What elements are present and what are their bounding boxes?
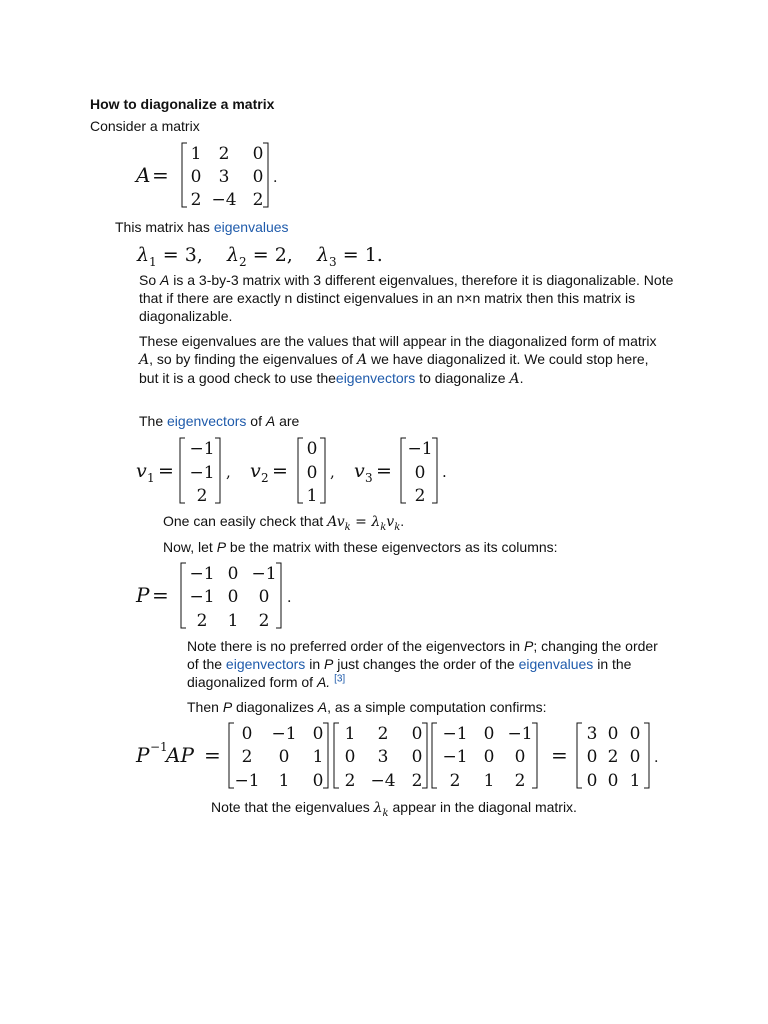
matrix-cell: 0 [227, 564, 239, 584]
matrix-cell: 0 [629, 724, 641, 744]
matrix-cell: 2 [241, 747, 253, 767]
vector-entry: −1 [407, 439, 433, 459]
matrix-cell: 1 [629, 771, 641, 791]
equals-sign: = [204, 743, 221, 767]
vector-entry: 1 [306, 486, 318, 506]
then-p-statement: Then P diagonalizes A, as a simple computation confirms: [187, 699, 547, 715]
eigenvectors-link[interactable]: eigenvectors [167, 413, 247, 429]
vector-subscript: 3 [365, 471, 373, 485]
matrix-cell: 2 [190, 190, 202, 210]
paragraph-diagonalizable: So A is a 3-by-3 matrix with 3 different eigenvalues, therefore it is diagonalizable. Note that if there are exactly n distinct eigenvalues in an n×n matrix then this matrix is diagonalizable. [139, 272, 674, 324]
equals-sign: = [376, 460, 392, 482]
paragraph-eigenvalues-form: These eigenvalues are the values that will appear in the diagonalized form of matrix A, so by finding the eigenvalues of A we have diagonalized it. We could stop here, but it is a good check to use theeigenvectors to diagonalize A. [139, 333, 657, 387]
matrix-cell: 2 [377, 724, 389, 744]
eigenvectors-intro: The eigenvectors of A are [139, 413, 300, 429]
matrix-cell: −1 [442, 724, 468, 744]
matrix-a-name: A [136, 163, 151, 187]
vector-entry: 2 [414, 486, 426, 506]
matrix-cell: 0 [514, 747, 526, 767]
matrix-cell: 2 [607, 747, 619, 767]
vector-entry: 2 [196, 486, 208, 506]
left-bracket [298, 438, 303, 503]
matrix-cell: 3 [218, 167, 230, 187]
eigenvalues-link[interactable]: eigenvalues [213, 219, 289, 235]
matrix-cell: 1 [227, 611, 239, 631]
matrix-cell: 1 [278, 771, 290, 791]
vector-entry: 0 [306, 439, 318, 459]
matrix-cell: 2 [449, 771, 461, 791]
matrix-cell: 2 [252, 190, 264, 210]
matrix-cell: −4 [370, 771, 396, 791]
eigenvalue-intro: This matrix has eigenvalues [115, 219, 289, 235]
matrix-cell: 2 [344, 771, 356, 791]
matrix-cell: 2 [218, 144, 230, 164]
matrix-cell: 0 [607, 771, 619, 791]
left-bracket [229, 723, 234, 788]
matrix-cell: 0 [241, 724, 253, 744]
right-bracket [422, 723, 427, 788]
equals-sign: = [158, 460, 174, 482]
matrix-cell: 3 [377, 747, 389, 767]
vector-entry: −1 [189, 463, 215, 483]
matrix-a-equation [130, 140, 290, 210]
equals-sign: = [272, 460, 288, 482]
left-bracket [432, 723, 437, 788]
matrix-cell: 0 [252, 167, 264, 187]
matrix-cell: −1 [189, 587, 215, 607]
final-note: Note that the eigenvalues $\lambda_k$ appear in the diagonal matrix. [211, 799, 577, 819]
vector-trailing: , [226, 463, 231, 481]
left-bracket [180, 438, 185, 503]
matrix-cell: 0 [190, 167, 202, 187]
matrix-cell: 0 [252, 144, 264, 164]
matrix-p-equation [130, 560, 310, 632]
matrix-cell: −1 [442, 747, 468, 767]
check-statement: One can easily check that $Av_k = \lambda_kv_k$. [163, 513, 405, 533]
matrix-cell: 2 [196, 611, 208, 631]
matrix-cell: 0 [312, 771, 324, 791]
equals-sign: = [152, 583, 169, 607]
eigenvalues-link[interactable]: eigenvalues [518, 656, 594, 672]
equals-sign: = [152, 163, 169, 187]
vector-name: v [136, 460, 147, 482]
vector-entry: 0 [414, 463, 426, 483]
matrix-cell: 2 [411, 771, 423, 791]
intro-text: Consider a matrix [90, 118, 200, 134]
matrix-cell: −1 [234, 771, 260, 791]
matrix-p-cells [189, 564, 276, 631]
matrix-cell: −1 [271, 724, 297, 744]
equals-sign: = [551, 743, 568, 767]
vector-name: v [354, 460, 365, 482]
matrix-cell: 0 [483, 747, 495, 767]
lhs-exponent: −1 [150, 740, 168, 754]
note-preferred-order: Note there is no preferred order of the eigenvectors in P; changing the order of the eigenvectors in P just changes the order of the eigenvalues in the diagonalized form of A. [3] [187, 638, 658, 690]
vector-trailing: . [442, 463, 447, 481]
vector-subscript: 2 [261, 471, 269, 485]
vector-name: v [250, 460, 261, 482]
matrix-cell: 0 [258, 587, 270, 607]
matrix-cell: 3 [586, 724, 598, 744]
vector-subscript: 1 [147, 471, 155, 485]
right-bracket [215, 438, 220, 503]
matrix-a-cells [191, 144, 264, 210]
matrix-cell: −1 [189, 564, 215, 584]
eigenvectors-link[interactable]: eigenvectors [335, 370, 416, 386]
vector-entry: −1 [189, 439, 215, 459]
left-bracket [334, 723, 339, 788]
matrix-cell: 2 [258, 611, 270, 631]
matrix-cell: 2 [514, 771, 526, 791]
matrix-cell: 0 [227, 587, 239, 607]
lhs-p: P [136, 743, 150, 767]
reference-link[interactable]: [3] [334, 673, 346, 685]
matrix-cell: 0 [278, 747, 290, 767]
matrix-p-name: P [136, 583, 150, 607]
matrix-cell: 0 [344, 747, 356, 767]
right-bracket [276, 563, 281, 628]
matrix-cell: 0 [586, 747, 598, 767]
vector-trailing: , [330, 463, 335, 481]
matrix-cell: 1 [344, 724, 356, 744]
matrix-cell: 0 [411, 747, 423, 767]
right-bracket [532, 723, 537, 788]
matrix-cell: 0 [607, 724, 619, 744]
matrix-cell: 0 [312, 724, 324, 744]
matrix-cell: 1 [190, 144, 202, 164]
right-bracket [323, 723, 328, 788]
matrix-cell: 0 [629, 747, 641, 767]
matrix-cell: 0 [411, 724, 423, 744]
matrix-cell: 1 [312, 747, 324, 767]
right-bracket [432, 438, 437, 503]
eigenvectors-link[interactable]: eigenvectors [225, 656, 306, 672]
matrix-cell: 0 [483, 724, 495, 744]
let-p-statement: Now, let P be the matrix with these eigenvectors as its columns: [163, 539, 558, 555]
matrix-cell: 0 [586, 771, 598, 791]
matrix-cell: −4 [211, 190, 237, 210]
left-bracket [181, 563, 186, 628]
right-bracket [263, 143, 268, 207]
page-heading: How to diagonalize a matrix [90, 96, 275, 112]
right-bracket [320, 438, 325, 503]
lhs-ap: AP [166, 743, 194, 767]
vector-entry: 0 [306, 463, 318, 483]
left-bracket [577, 723, 582, 788]
eigenvalues-equation: $\lambda_1 = 3$, $\lambda_2 = 2$, $\lambda_3 = 1$. [137, 244, 383, 269]
matrix-cell: 1 [483, 771, 495, 791]
left-bracket [401, 438, 406, 503]
matrix-cell: −1 [507, 724, 533, 744]
eigenvectors-equation [130, 435, 470, 507]
left-bracket [182, 143, 187, 207]
diagonalization-equation [130, 720, 670, 792]
matrix-a-trailing: . [273, 170, 278, 186]
product-trailing: . [654, 750, 659, 766]
matrix-cell: −1 [251, 564, 277, 584]
matrix-p-trailing: . [287, 590, 292, 606]
right-bracket [644, 723, 649, 788]
